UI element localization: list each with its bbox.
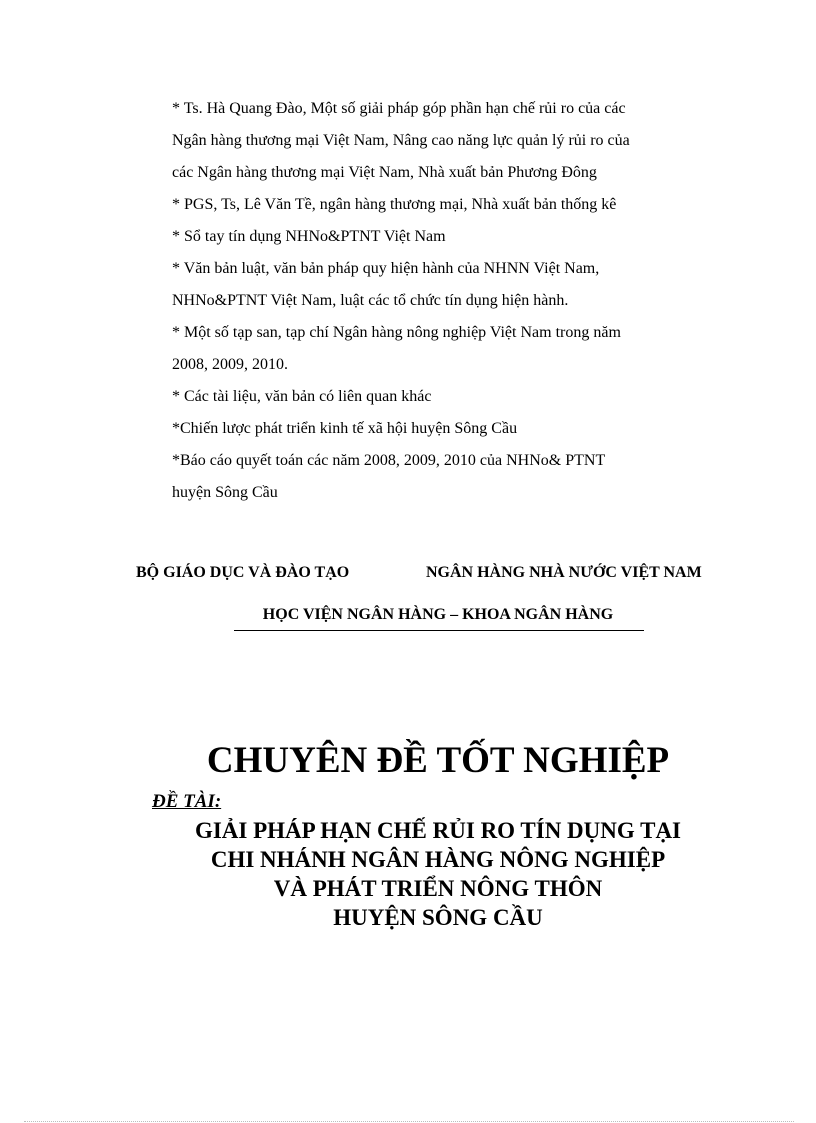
cover-header bbox=[136, 560, 766, 586]
reference-line: * PGS, Ts, Lê Văn Tề, ngân hàng thương mại, Nhà xuất bản thống kê bbox=[172, 196, 617, 213]
reference-line: 2008, 2009, 2010. bbox=[172, 356, 288, 373]
reference-line: *Báo cáo quyết toán các năm 2008, 2009, 2010 của NHNo& PTNT bbox=[172, 452, 606, 469]
document-title: CHUYÊN ĐỀ TỐT NGHIỆP bbox=[206, 740, 670, 781]
reference-line: * Các tài liệu, văn bản có liên quan khác bbox=[172, 388, 432, 405]
topic-title-line: VÀ PHÁT TRIỂN NÔNG THÔN bbox=[273, 876, 603, 901]
reference-line: * Một số tạp san, tạp chí Ngân hàng nông nghiệp Việt Nam trong năm bbox=[172, 324, 621, 341]
reference-line: huyện Sông Cầu bbox=[172, 484, 278, 501]
reference-line: * Sổ tay tín dụng NHNo&PTNT Việt Nam bbox=[172, 228, 446, 245]
reference-list bbox=[172, 93, 752, 509]
ministry-name: BỘ GIÁO DỤC VÀ ĐÀO TẠO bbox=[136, 564, 350, 581]
reference-line: *Chiến lược phát triển kinh tế xã hội huyện Sông Cầu bbox=[172, 420, 518, 437]
institution-name: HỌC VIỆN NGÂN HÀNG – KHOA NGÂN HÀNG bbox=[262, 606, 614, 623]
reference-line: các Ngân hàng thương mại Việt Nam, Nhà xuất bản Phương Đông bbox=[172, 164, 597, 181]
reference-line: Ngân hàng thương mại Việt Nam, Nâng cao năng lực quản lý rủi ro của bbox=[172, 132, 630, 149]
institution-underline bbox=[234, 630, 644, 631]
topic-title-line: CHI NHÁNH NGÂN HÀNG NÔNG NGHIỆP bbox=[210, 847, 666, 872]
reference-line: NHNo&PTNT Việt Nam, luật các tổ chức tín dụng hiện hành. bbox=[172, 292, 569, 309]
page-bottom-rule bbox=[24, 1121, 794, 1122]
reference-line: * Ts. Hà Quang Đào, Một số giải pháp góp phần hạn chế rủi ro của các bbox=[172, 100, 626, 117]
topic-label: ĐỀ TÀI: bbox=[152, 791, 222, 812]
topic-title-line: GIẢI PHÁP HẠN CHẾ RỦI RO TÍN DỤNG TẠI bbox=[194, 818, 682, 843]
topic-title bbox=[0, 816, 816, 932]
bank-name: NGÂN HÀNG NHÀ NƯỚC VIỆT NAM bbox=[426, 564, 702, 581]
reference-line: * Văn bản luật, văn bản pháp quy hiện hành của NHNN Việt Nam, bbox=[172, 260, 600, 277]
topic-title-line: HUYỆN SÔNG CẦU bbox=[333, 905, 543, 930]
